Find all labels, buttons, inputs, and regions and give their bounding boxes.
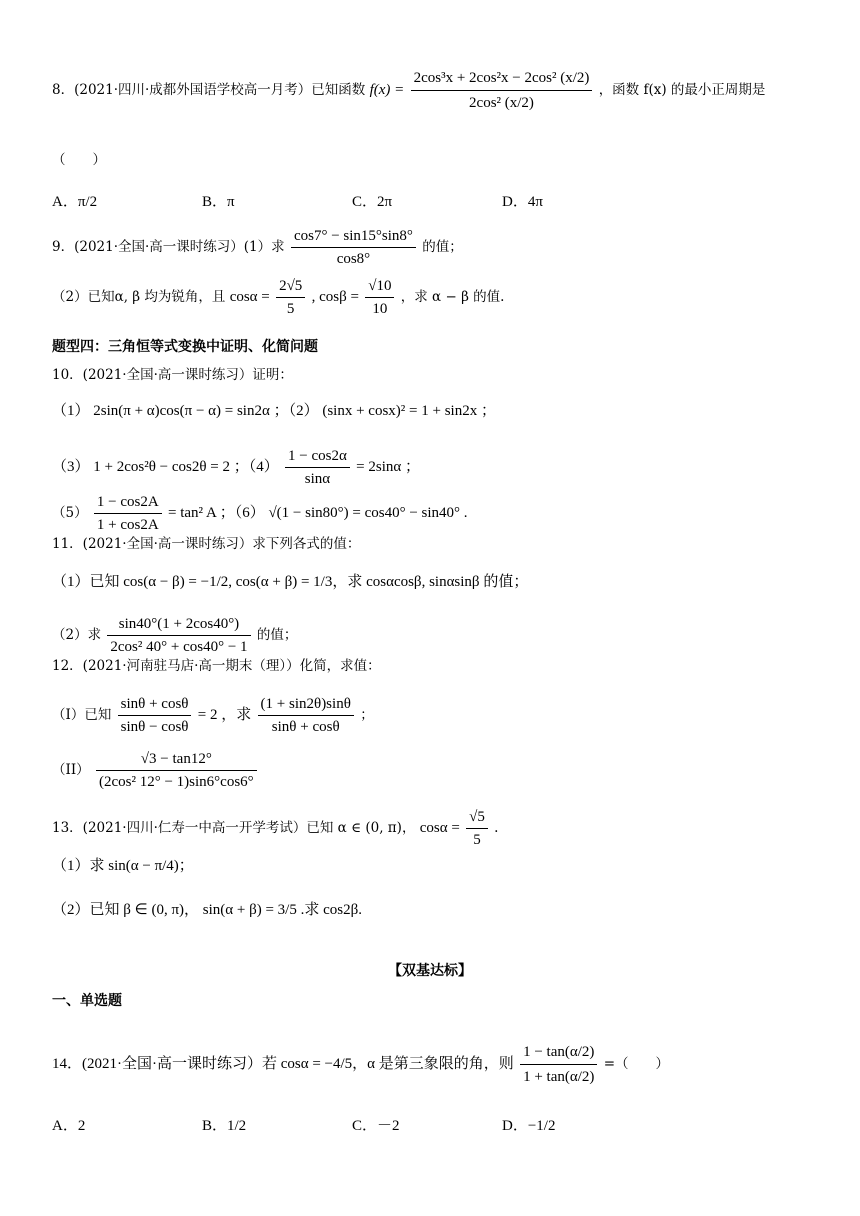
q8-fx: f(x) = <box>369 82 405 98</box>
q8-suffix: ，函数 f(x) 的最小正周期是 <box>598 82 766 98</box>
q9-p1-fraction <box>291 226 416 269</box>
q8-option-a: A．π/2 <box>52 194 98 210</box>
q10-l3-fraction <box>94 492 162 535</box>
q12-p1-fraction-1 <box>118 694 192 737</box>
q8-prefix: 8．(2021·四川·成都外国语学校高一月考）已知函数 <box>52 82 366 98</box>
q12-p1-den2: sinθ + cosθ <box>271 719 340 735</box>
q9-p1-denominator: cos8° <box>336 251 371 267</box>
q12-p2-num: √3 − tan12° <box>96 749 257 771</box>
q11-head: 11．(2021·全国·高一课时练习）求下列各式的值： <box>52 536 361 552</box>
q9-p2-cosa: cosα = <box>229 289 270 305</box>
q12-p1-prefix: （I）已知 <box>52 707 112 723</box>
q9-p2-cosb-num: √10 <box>365 276 394 298</box>
q8-option-d: D．4π <box>502 194 543 210</box>
q10-line-1: （1） 2sin(π + α)cos(π − α) = sin2α ；（2） (sinx + cosx)² = 1 + sin2x ； <box>52 403 496 419</box>
q13-head-num: √5 <box>466 807 488 829</box>
q12-part-1 <box>52 694 374 737</box>
q14-option-b: B．1/2 <box>202 1118 247 1134</box>
q13-head-fraction <box>466 807 488 850</box>
q9-p2-cosa-fraction <box>276 276 305 319</box>
q14-option-d: D．−1/2 <box>502 1118 556 1134</box>
section-4-title: 题型四：三角恒等式变换中证明、化简问题 <box>52 339 318 355</box>
q13-part-2: （2）已知 β ∈ (0, π)， sin(α + β) = 3/5 .求 cos2β. <box>52 902 362 918</box>
question-14 <box>52 1040 669 1089</box>
q12-p1-num1: sinθ + cosθ <box>118 694 192 716</box>
q13-part-1: （1）求 sin(α − π/4)； <box>52 858 194 874</box>
q12-p1-den1: sinθ − cosθ <box>120 719 189 735</box>
q12-p1-fraction-2 <box>258 694 354 737</box>
q12-head: 12．(2021·河南驻马店·高一期末（理））化简，求值： <box>52 658 381 674</box>
q10-line-3 <box>52 492 468 535</box>
q14-suffix: =（ ） <box>603 1056 670 1072</box>
q12-p2-fraction <box>96 749 257 792</box>
q10-l2-suffix: = 2sinα ； <box>356 459 420 475</box>
q10-l3-suffix: = tan² A ；（6） √(1 − sin80°) = cos40° − sin40° . <box>167 505 468 521</box>
q8-denominator: 2cos² (x/2) <box>469 95 534 111</box>
section-single-choice: 一、单选题 <box>52 993 122 1009</box>
section-double-basics: 【双基达标】 <box>388 963 472 979</box>
q14-den: 1 + tan(α/2) <box>523 1069 595 1085</box>
q13-head-prefix: 13．(2021·四川·仁寿一中高一开学考试）已知 α ∈ (0, π)， <box>52 820 416 836</box>
q10-head: 10．(2021·全国·高一课时练习）证明： <box>52 367 293 383</box>
q11-p2-den: 2cos² 40° + cos40° − 1 <box>110 639 248 655</box>
q9-p2-cosb: , cosβ = <box>311 289 359 305</box>
q9-p1-prefix: 9．(2021·全国·高一课时练习）(1）求 <box>52 239 285 255</box>
q10-line-2 <box>52 446 420 489</box>
q13-head-cos: cosα = <box>419 820 460 836</box>
q10-l2-num: 1 − cos2α <box>285 446 350 468</box>
q14-option-a: A．2 <box>52 1118 86 1134</box>
q8-option-c: C．2π <box>352 194 393 210</box>
q9-p2-cosb-den: 10 <box>372 301 388 317</box>
q8-numerator: 2cos³x + 2cos²x − 2cos² (x/2) <box>411 66 593 91</box>
q12-p2-prefix: （II） <box>52 762 90 778</box>
question-9-part-2 <box>52 276 504 319</box>
q10-l2-fraction <box>285 446 350 489</box>
q10-l3-num: 1 − cos2A <box>94 492 162 514</box>
q11-p2-num: sin40°(1 + 2cos40°) <box>107 614 250 636</box>
q14-fraction <box>520 1040 597 1089</box>
q12-p1-mid: = 2 ，求 <box>197 707 252 723</box>
q11-p2-prefix: （2）求 <box>52 627 102 643</box>
q9-p2-suffix: ，求 α − β 的值. <box>400 289 505 305</box>
q12-part-2 <box>52 749 259 792</box>
q8-fraction <box>411 66 593 115</box>
q10-l2-den: sinα <box>304 471 331 487</box>
q12-p1-num2: (1 + sin2θ)sinθ <box>258 694 354 716</box>
q10-l3-den: 1 + cos2A <box>96 517 159 533</box>
q9-p1-suffix: 的值； <box>422 239 463 255</box>
q10-l2-prefix: （3） 1 + 2cos²θ − cos2θ = 2 ；（4） <box>52 459 279 475</box>
q12-p1-suffix: ； <box>360 707 374 723</box>
q9-p1-numerator: cos7° − sin15°sin8° <box>291 226 416 248</box>
q8-option-b: B．π <box>202 194 235 210</box>
q11-p2-fraction <box>107 614 250 657</box>
q9-p2-prefix: （2）已知α, β 均为锐角，且 <box>52 289 226 305</box>
q14-prefix: 14．(2021·全国·高一课时练习）若 cosα = −4/5，α 是第三象限的角，则 <box>52 1056 514 1072</box>
q12-p2-den: (2cos² 12° − 1)sin6°cos6° <box>98 774 254 790</box>
q13-head: 13．(2021·四川·仁寿一中高一开学考试）已知 α ∈ (0, π)， cosα = $\frac{√5}{5}$ . <box>52 809 499 848</box>
q14-option-c: C．－2 <box>352 1118 400 1134</box>
q9-p2-cosa-den: 5 <box>286 301 295 317</box>
q9-p2-cosa-num: 2√5 <box>276 276 305 298</box>
q9-p2-cosb-fraction <box>365 276 394 319</box>
q13-head-den: 5 <box>473 832 481 848</box>
q11-part-2 <box>52 614 297 657</box>
question-8 <box>52 66 765 115</box>
q8-paren: （ ） <box>52 152 106 168</box>
q11-p2-suffix: 的值； <box>256 627 298 643</box>
q14-num: 1 − tan(α/2) <box>520 1040 597 1065</box>
question-9-part-1 <box>52 226 463 269</box>
q10-l3-prefix: （5） <box>52 505 88 521</box>
q11-part-1: （1）已知 cos(α − β) = −1/2, cos(α + β) = 1/3，求 cosαcosβ, sinαsinβ 的值； <box>52 574 529 590</box>
